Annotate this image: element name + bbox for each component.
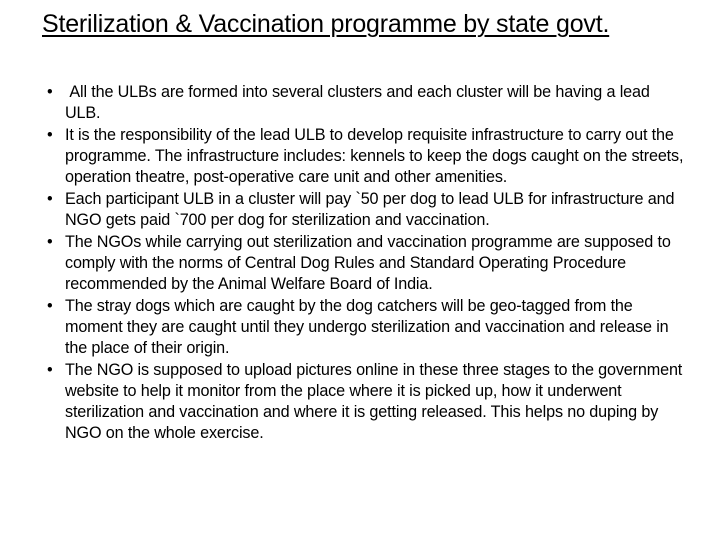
bullet-item-1: [36, 82, 686, 124]
bullet-item-3: [36, 189, 686, 231]
bullet-text-4: The NGOs while carrying out sterilization and vaccination programme are supposed to comply with the norms of Central Dog Rules and Standard Operating Procedure recommended by the Animal Welfare Board of India.: [65, 233, 676, 293]
bullet-marker-icon: •: [47, 126, 53, 144]
slide-title-text: Sterilization & Vaccination programme by state govt.: [42, 10, 610, 38]
bullet-text-5: The stray dogs which are caught by the dog catchers will be geo-tagged from the moment they are caught until they undergo sterilization and vaccination and release in the place of their origin.: [65, 297, 673, 357]
bullet-text-3: Each participant ULB in a cluster will pay `50 per dog to lead ULB for infrastructure and NGO gets paid `700 per dog for sterilization and vaccination.: [65, 190, 679, 229]
bullet-marker-icon: •: [47, 297, 53, 315]
bullet-item-5: [36, 296, 686, 359]
bullet-marker-icon: •: [47, 233, 53, 251]
bullet-text-1: All the ULBs are formed into several clusters and each cluster will be having a lead ULB.: [65, 83, 655, 122]
bullet-marker-icon: •: [47, 83, 53, 101]
slide-title: [42, 8, 674, 41]
bullet-item-2: [36, 125, 686, 188]
bullet-list: [36, 82, 686, 445]
bullet-marker-icon: •: [47, 190, 53, 208]
bullet-text-6: The NGO is supposed to upload pictures online in these three stages to the government website to help it monitor from the place where it is picked up, how it underwent sterilization and vaccination and where it is getting released. This helps no duping by NGO on the whole exercise.: [65, 361, 687, 442]
bullet-item-4: [36, 232, 686, 295]
bullet-text-2: It is the responsibility of the lead ULB to develop requisite infrastructure to carry out the programme. The infrastructure includes: kennels to keep the dogs caught on the streets, operation theatre, post-operative care unit and other amenities.: [65, 126, 688, 186]
bullet-marker-icon: •: [47, 361, 53, 379]
bullet-item-6: [36, 360, 686, 444]
